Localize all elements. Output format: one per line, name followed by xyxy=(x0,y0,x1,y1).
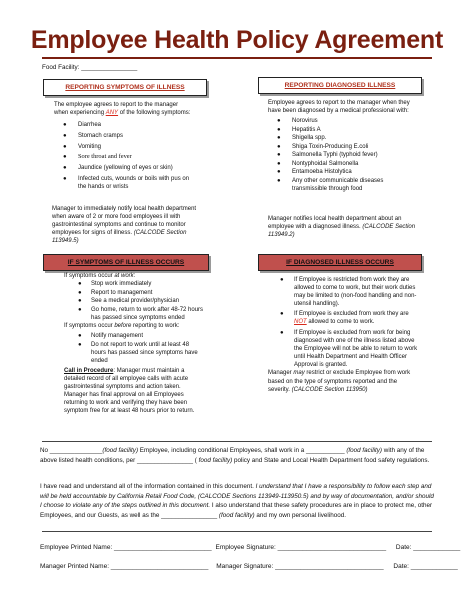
list-item: ● Infected cuts, wounds or boils with pus on the hands or wrists xyxy=(63,175,190,190)
employee-date-field[interactable]: Date: _____________ xyxy=(395,544,461,551)
list-item: ● Vomiting xyxy=(63,143,102,150)
food-facility-line: Food Facility: ________________ xyxy=(42,64,138,71)
header-reporting-symptoms: REPORTING SYMPTOMS OF ILLNESS xyxy=(43,79,207,96)
before-work-list xyxy=(64,332,204,365)
symptoms-section xyxy=(54,101,194,193)
if-symptoms-section xyxy=(64,272,204,416)
title-underline xyxy=(42,57,432,59)
section-divider xyxy=(42,531,432,532)
diagnosed-closing: Manager notifies local health department about an employee with a diagnosed illness. (CALCODE Section 113949.2) xyxy=(268,216,416,239)
list-item: ● Stop work immediately xyxy=(78,281,152,288)
list-item: ● If Employee is restricted from work they are allowed to come to work, but their work duties may be limited to (non-food handling and non-utensil handling). xyxy=(280,277,417,308)
employee-signature-field[interactable]: Employee Signature: ______________________________ xyxy=(215,544,387,551)
manager-signature-field[interactable]: Manager Signature: ______________________________ xyxy=(216,563,384,570)
policy-statement: No _______________(food facility) Employee, including conditional Employees, shall work in a ___________ (food facility) with any of the above listed health conditions, per ________________ ( food facility) policy and State and Local Health Department food safety regulations. xyxy=(40,447,430,464)
list-item: ● Do not report to work until at least 48 hours has passed since symptoms have ended xyxy=(78,341,198,364)
header-if-diagnosed: IF DIAGNOSED ILLNESS OCCURS xyxy=(258,254,422,271)
manager-date-field[interactable]: Date: _____________ xyxy=(393,563,458,570)
list-item: ● Salmonella Typhi (typhoid fever) xyxy=(277,152,378,159)
list-item: ● See a medical provider/physician xyxy=(78,298,180,305)
list-item: ● Shigella spp. xyxy=(277,135,327,142)
symptoms-intro: The employee agrees to report to the manager when experiencing ANY of the following symptoms: xyxy=(54,102,191,117)
diagnosed-intro: Employee agrees to report to the manager when they have been diagnosed by a medical professional with: xyxy=(268,100,410,115)
list-item: ● Hepatitis A xyxy=(277,126,321,133)
list-item: ● If Employee is excluded from work for being diagnosed with one of the illness listed above the Employee will not be able to return to work until Health Department and Health Officer Approval is granted. xyxy=(280,329,418,368)
employee-signature-row xyxy=(40,544,460,551)
if-diagnosed-section xyxy=(268,276,418,394)
list-item: ● Shiga Toxin-Producing E.coli xyxy=(277,143,369,150)
diagnosed-actions-closing: Manager may restrict or exclude Employee from work based on the type of symptoms reported and the severity. (CALCODE Section 113950) xyxy=(268,370,411,393)
diagnosed-section xyxy=(268,99,418,195)
acknowledgement-statement: I have read and understand all of the information contained in this document. I understand that I have a responsibility to follow each step and will be held accountable by California Retail Food Code, (CALCODE Sections 113949-113950.5) and by way of documentation, and/or should I choose to violate any of the steps outlined in this document. I also understand that these safety procedures are in place to protect me, other Employees, and our Guests, as well as the ________________ (food facility) and my own personal livelihood. xyxy=(40,483,434,519)
call-in-procedure: Call in Procedure: Manager must maintain a detailed record of all employee calls with acute gastrointestinal symptoms and action taken. Manager has final approval on all Employees returning to work and verifying they have been symptom free for at least 48 hours prior to return. xyxy=(64,367,195,415)
header-if-symptoms: IF SYMPTOMS OF ILLNESS OCCURS xyxy=(43,254,209,271)
list-item: ● Any other communicable diseases transmissible through food xyxy=(277,177,384,192)
list-item: ● Jaundice (yellowing of eyes or skin) xyxy=(63,164,173,171)
list-item: ● Stomach cramps xyxy=(63,132,124,139)
diagnosed-list xyxy=(268,117,418,193)
list-item: ● If Employee is excluded from work they are NOT allowed to come to work. xyxy=(280,311,409,326)
list-item: ● Norovirus xyxy=(277,118,318,125)
list-item: ● Notify management xyxy=(78,333,144,340)
manager-printed-name-field[interactable]: Manager Printed Name: ___________________________ xyxy=(40,563,209,570)
section-divider xyxy=(42,441,432,442)
diagnosed-actions-list xyxy=(268,276,418,369)
at-work-label: If symptoms occur at work: xyxy=(64,273,136,279)
employee-printed-name-field[interactable]: Employee Printed Name: ___________________________ xyxy=(40,544,212,551)
list-item: ● Diarrhea xyxy=(63,122,102,129)
page-title: Employee Health Policy Agreement xyxy=(30,26,444,54)
before-work-label: If symptoms occur before reporting to work: xyxy=(64,323,180,330)
list-item: ● Report to management xyxy=(78,289,153,296)
manager-signature-row xyxy=(40,563,458,570)
list-item: ● Nontyphoidal Salmonella xyxy=(277,160,359,167)
list-item: ● Entamoeba Histolytica xyxy=(277,169,352,176)
at-work-list xyxy=(64,280,204,322)
header-reporting-diagnosed: REPORTING DIAGNOSED ILLNESS xyxy=(258,77,422,94)
list-item: ● Sore throat and fever xyxy=(63,153,132,161)
symptoms-list xyxy=(54,121,194,191)
list-item: ● Go home, return to work after 48-72 hours has passed since symptoms ended xyxy=(78,306,204,321)
symptoms-closing: Manager to immediately notify local health department when aware of 2 or more food employees ill with gastrointestinal symptoms and continue to monitor employees for signs of illness. (CALCODE Section 113949.5) xyxy=(52,206,197,245)
